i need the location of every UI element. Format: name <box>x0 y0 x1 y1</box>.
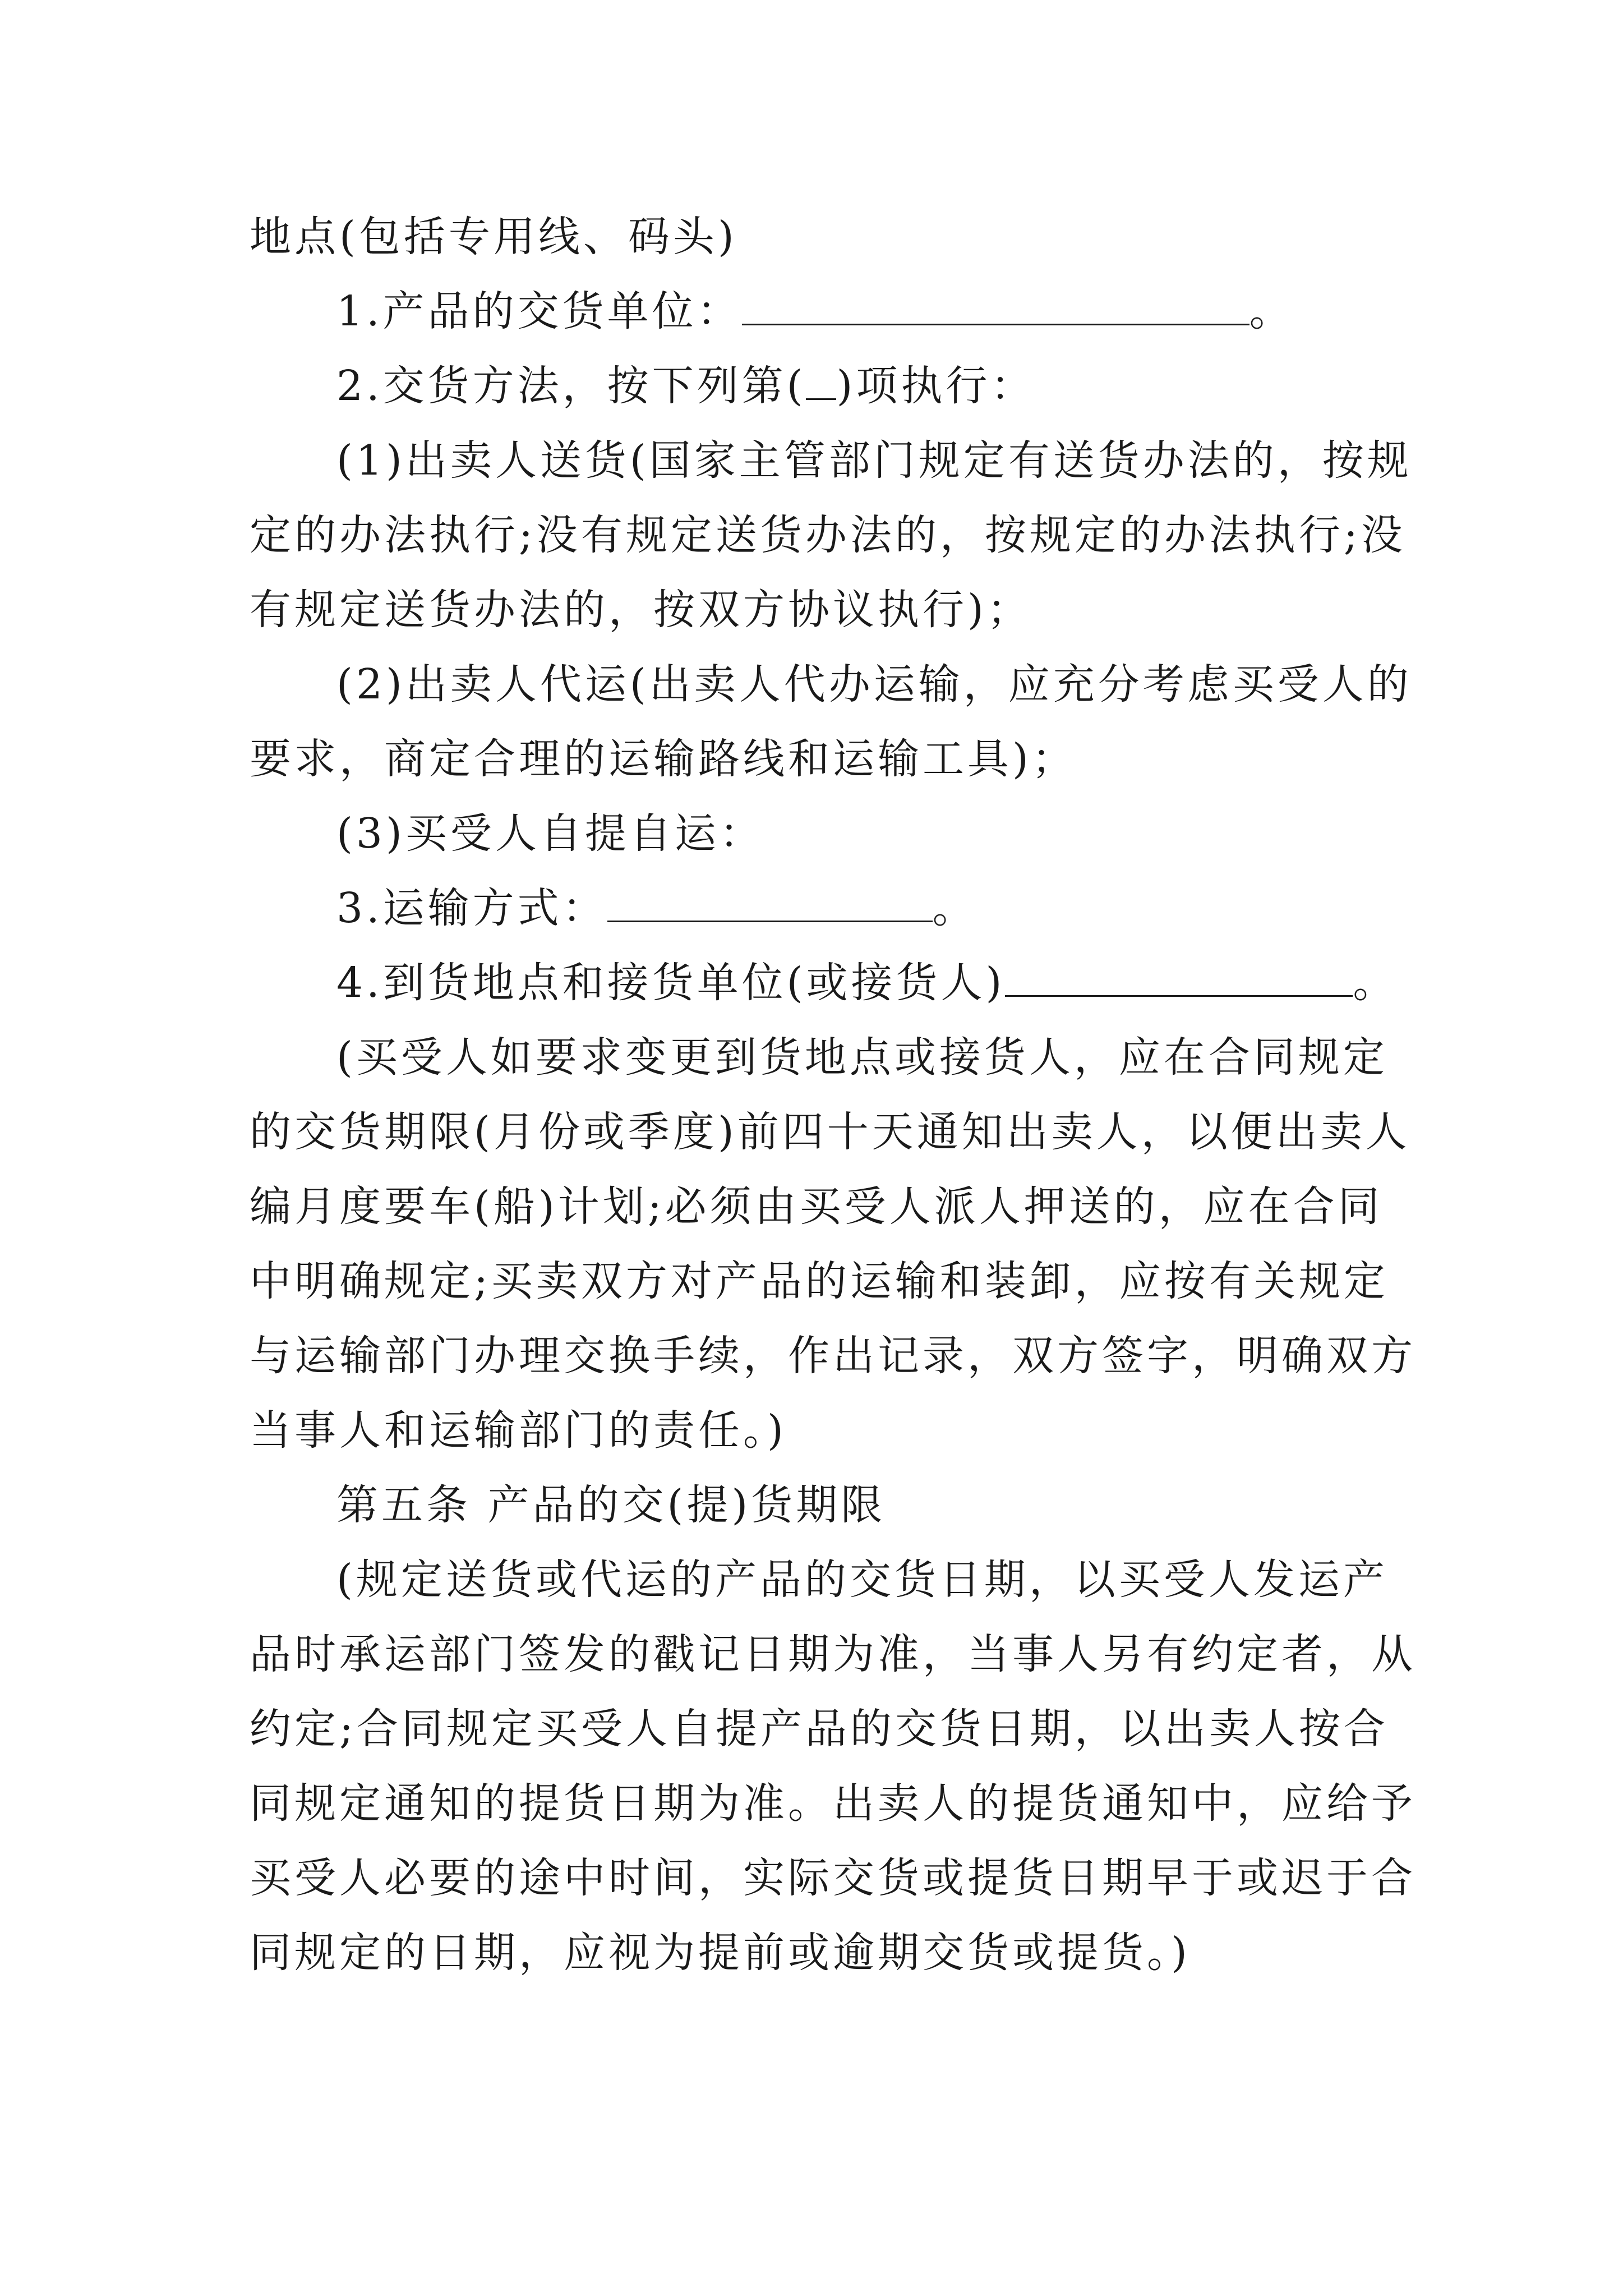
destination-blank[interactable] <box>1005 960 1353 997</box>
text-line: 约定;合同规定买受人自提产品的交货日期，以出卖人按合 <box>250 1705 1389 1753</box>
text-line: 编月度要车(船)计划;必须由买受人派人押送的，应在合同 <box>250 1182 1383 1231</box>
text-line: (规定送货或代运的产品的交货日期，以买受人发运产 <box>336 1556 1388 1604</box>
text-line: 品时承运部门签发的戳记日期为准，当事人另有约定者，从 <box>250 1630 1416 1678</box>
delivery-method-line: 2.交货方法，按下列第( )项执行： <box>336 362 1036 410</box>
text-line: 买受人必要的途中时间，实际交货或提货日期早于或迟于合 <box>250 1854 1416 1902</box>
text-line: 有规定送货办法的，按双方协议执行)； <box>250 586 1032 634</box>
delivery-unit-line: 1.产品的交货单位： 。 <box>336 287 1294 335</box>
transport-method-blank[interactable] <box>607 886 933 922</box>
text-line: 地点(包括专用线、码头) <box>250 213 737 261</box>
text-line: 同规定的日期，应视为提前或逾期交货或提货。) <box>250 1929 1191 1977</box>
text-line: 同规定通知的提货日期为准。出卖人的提货通知中，应给予 <box>250 1779 1416 1828</box>
text-line: (2)出卖人代运(出卖人代办运输，应充分考虑买受人的 <box>336 660 1412 708</box>
text-line: 当事人和运输部门的责任。) <box>250 1406 787 1455</box>
text-line: (买受人如要求变更到货地点或接货人，应在合同规定 <box>336 1033 1388 1082</box>
text-line: (1)出卖人送货(国家主管部门规定有送货办法的，按规 <box>336 436 1412 485</box>
text-line: 中明确规定;买卖双方对产品的运输和装卸，应按有关规定 <box>250 1257 1389 1305</box>
transport-method-line: 3.运输方式： 。 <box>336 884 978 932</box>
text-line: 与运输部门办理交换手续，作出记录，双方签字，明确双方 <box>250 1332 1416 1380</box>
text-line: 的交货期限(月份或季度)前四十天通知出卖人，以便出卖人 <box>250 1108 1410 1156</box>
text-line: (3)买受人自提自运： <box>336 809 764 858</box>
text-line: 要求，商定合理的运输路线和运输工具)； <box>250 735 1077 783</box>
delivery-unit-blank[interactable] <box>742 289 1249 325</box>
text-line: 定的办法执行;没有规定送货办法的，按规定的办法执行;没 <box>250 511 1406 559</box>
delivery-method-choice-blank[interactable] <box>806 364 836 400</box>
destination-line: 4.到货地点和接货单位(或接货人) 。 <box>336 959 1398 1007</box>
article-heading: 第五条 产品的交(提)货期限 <box>336 1481 886 1529</box>
